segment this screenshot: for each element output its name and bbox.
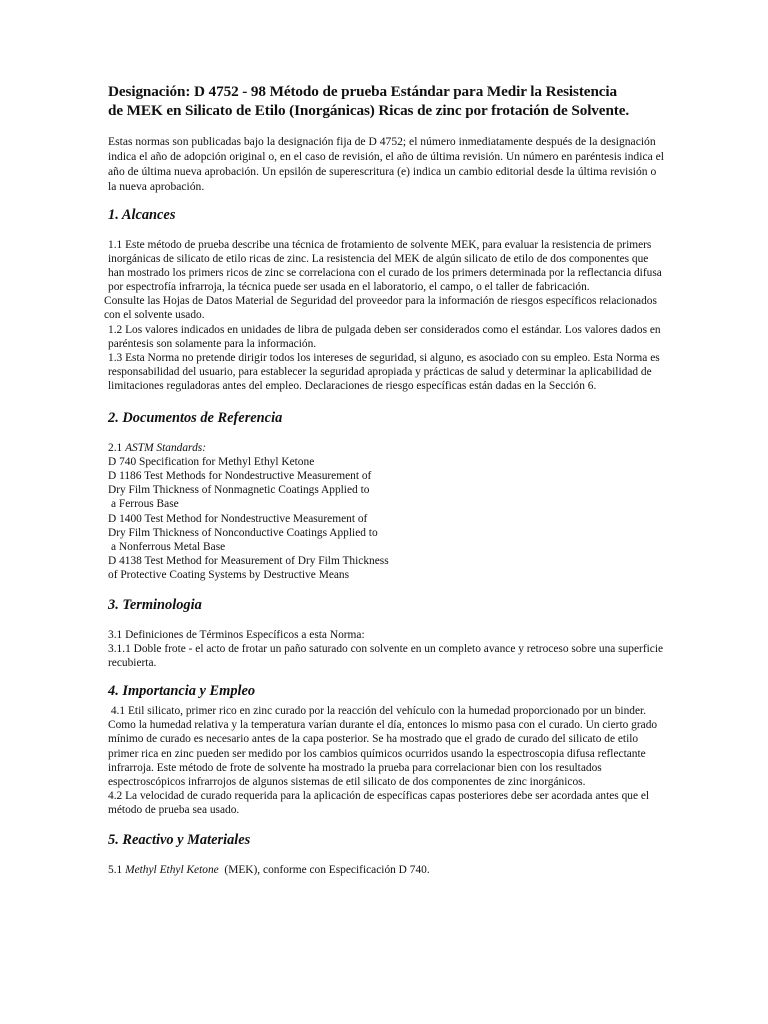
reference-line-astm [108, 441, 664, 455]
paragraph-3-1-1: 3.1.1 Doble frote - el acto de frotar un paño saturado con solvente en un completo avance y retroceso sobre una superficie recubierta. [108, 643, 664, 670]
section-heading-documentos: 2. Documentos de Referencia [108, 410, 283, 427]
paragraph-1-safety: Consulte las Hojas de Datos Material de Seguridad del proveedor para la información de riesgos específicos relacionados con el solvente usado. [104, 295, 657, 322]
paragraph-5-1 [108, 863, 664, 877]
paragraph-1-1: 1.1 Este método de prueba describe una técnica de frotamiento de solvente MEK, para evaluar la resistencia de primers inorgánicas de silicato de etilo ricas de zinc. La resistencia del MEK de algún silicato de etilo de dos componentes que han mostrado los primers ricos de zinc se correlaciona con el curado de los primers determinada por la reflectancia difusa por espectrofía infrarroja, la técnica puede ser usada en el laboratorio, el campo, o el taller de fabricación. [108, 239, 662, 294]
reference-line: D 1400 Test Method for Nondestructive Measurement of [108, 512, 368, 525]
reference-line: D 1186 Test Methods for Nondestructive Measurement of [108, 470, 372, 483]
astm-standards-label: ASTM Standards: [125, 442, 206, 455]
document-title-line-2: de MEK en Silicato de Etilo (Inorgánicas) Ricas de zinc por frotación de Solvente. [108, 102, 630, 119]
section-heading-alcances: 1. Alcances [108, 207, 176, 223]
reference-line: Dry Film Thickness of Nonconductive Coatings Applied to [108, 526, 378, 539]
document-title [108, 82, 664, 120]
paragraph-1-2: 1.2 Los valores indicados en unidades de libra de pulgada deben ser considerados como el estándar. Los valores dados en paréntesis son solamente para la información. [108, 323, 661, 350]
document-title-line-1: Designación: D 4752 - 98 Método de prueba Estándar para Medir la Resistencia [108, 83, 618, 100]
reference-line: Dry Film Thickness of Nonmagnetic Coatings Applied to [108, 484, 370, 497]
paragraph-5-1-prefix: 5.1 [108, 864, 126, 876]
section-heading-reactivo: 5. Reactivo y Materiales [108, 832, 251, 848]
reference-line: a Ferrous Base [111, 498, 179, 511]
section-heading-importancia: 4. Importancia y Empleo [108, 683, 256, 700]
reference-list [108, 441, 664, 582]
mek-name: Methyl Ethyl Ketone [125, 864, 219, 876]
paragraph-3-1: 3.1 Definiciones de Términos Específicos a esta Norma: [108, 628, 365, 641]
section-heading-terminologia: 3. Terminologia [108, 596, 202, 613]
paragraph-4-1: 4.1 Etil silicato, primer rico en zinc curado por la reacción del vehículo con la humedad proporcionado por un binder. Como la humedad relativa y la temperatura varían durante el día, entonces lo mismo pasa con el curado. Un cierto grado mínimo de curado es necesario antes de la capa posterior. Se ha mostrado que el grado de curado del silicato de etilo primer rica en zinc pueden ser medido por los cambios químicos ocurridos usando la espectroscopia difusa reflectante infrarroja. Este método de frote de solvente ha mostrado la prueba para correlacionar bien con los resultados espectroscópicos infrarrojos de algunos sistemas de etil silicato de dos componentes de zinc inorgánicos. [108, 705, 660, 788]
intro-paragraph: Estas normas son publicadas bajo la designación fija de D 4752; el número inmediatamente después de la designación indica el año de adopción original o, en el caso de revisión, el año de última revisión. Un número en paréntesis indica el año de última nueva aprobación. Un epsilón de superescritura (e) indica un cambio editorial desde la última revisión o la nueva aprobación. [108, 135, 665, 193]
reference-line: of Protective Coating Systems by Destructive Means [108, 568, 350, 581]
paragraph-5-1-suffix: (MEK), conforme con Especificación D 740. [218, 864, 430, 876]
reference-line: D 4138 Test Method for Measurement of Dry Film Thickness [108, 554, 389, 567]
reference-line: a Nonferrous Metal Base [111, 540, 226, 553]
paragraph-4-2: 4.2 La velocidad de curado requerida para la aplicación de específicas capas posteriores debe ser acordada antes que el método de prueba sea usado. [108, 789, 650, 816]
reference-prefix: 2.1 [108, 442, 126, 455]
reference-line: D 740 Specification for Methyl Ethyl Ketone [108, 456, 315, 469]
paragraph-1-3: 1.3 Esta Norma no pretende dirigir todos los intereses de seguridad, si alguno, es asociado con su empleo. Esta Norma es responsabilidad del usuario, para establecer la seguridad apropiada y prácticas de salud y determinar la aplicabilidad de limitaciones reguladoras antes del empleo. Declaraciones de riesgo específicas están dadas en la Sección 6. [108, 351, 660, 392]
